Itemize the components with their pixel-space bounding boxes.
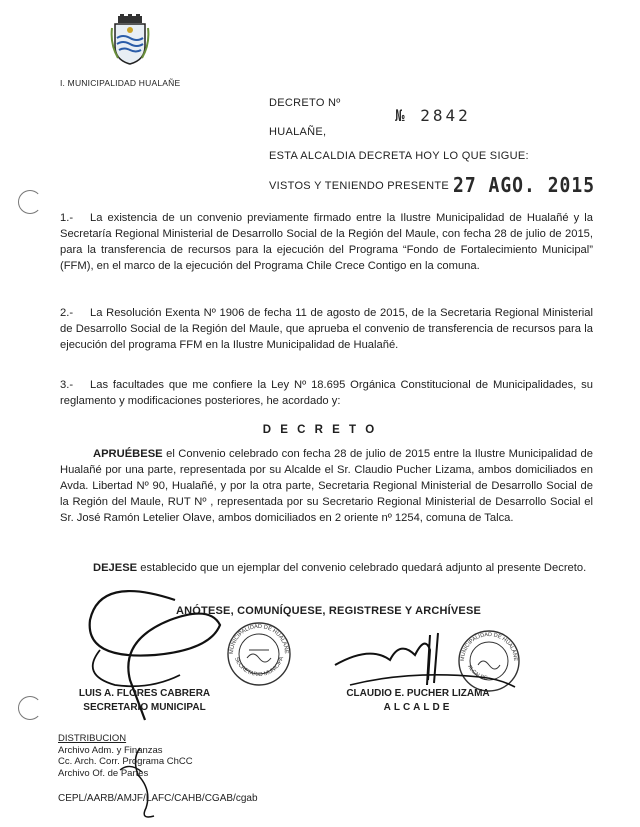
vistos-heading: VISTOS Y TENIENDO PRESENTE	[269, 180, 449, 192]
consideration-text: Las facultades que me confiere la Ley Nº 18.695 Orgánica Constitucional de Municipalidades, su reglamento y modificaciones posteriores, he acordado y:	[60, 379, 593, 407]
consideration-text: La Resolución Exenta Nº 1906 de fecha 11 de agosto de 2015, de la Secretaria Regional Ministerial de Desarrollo Social de la Región del Maule, que aprueba el convenio de transferencia de recursos para la ejecución del programa FFM en la Ilustre Municipalidad de Hualañé.	[60, 307, 593, 351]
binder-hole-top	[18, 190, 42, 214]
signer-name: CLAUDIO E. PUCHER LIZAMA	[346, 688, 490, 699]
seal-bottom-text: ALCALDE	[466, 664, 488, 682]
consideration-number: 1.-	[60, 212, 74, 224]
distribution-block	[58, 733, 193, 779]
distribution-item: Archivo Of. de Partes	[58, 767, 149, 779]
resolution-text: el Convenio celebrado con fecha 28 de julio de 2015 entre la Ilustre Municipalidad de Hualañé por una parte, representada por su Alcalde el Sr. Claudio Pucher Lizama, ambos domiciliados en Avda. Libertad Nº 90, Hualañé, y por la otra parte, Secretaria Regional Ministerial de Desarrollo Social de la Región del Maule, RUT Nº , representada por su Secretario Regional Ministerial de Desarrollo Social el Sr. José Ramón Letelier Olave, ambos domiciliados en 2 oriente nº 1254, comuna de Talca.	[60, 448, 593, 524]
seal-bottom-text: SECRETARIO MUNICIPA	[233, 656, 286, 679]
signer-name: LUIS A. FLORES CABRERA	[78, 688, 211, 699]
resolution-lead: APRUÉBESE	[93, 448, 163, 460]
distribution-item: Archivo Adm. y Finanzas	[58, 744, 163, 756]
resolution-lead: DEJESE	[93, 562, 138, 574]
resolution-text: establecido que un ejemplar del convenio celebrado quedará adjunto al presente Decreto.	[137, 562, 587, 574]
seal-top-text: MUNICIPALIDAD DE HUALAÑE	[459, 631, 519, 662]
intro-heading: ESTA ALCALDIA DECRETA HOY LO QUE SIGUE:	[269, 150, 529, 162]
consideration-number: 3.-	[60, 379, 74, 391]
resolution-approve	[60, 446, 593, 526]
distribution-item: Cc. Arch. Corr. Programa ChCC	[58, 756, 193, 767]
consideration-1	[60, 210, 593, 274]
signer-role: SECRETARIO MUNICIPAL	[83, 702, 206, 713]
signer-role: ALCALDE	[383, 702, 453, 713]
consideration-2	[60, 305, 593, 353]
resolution-attach	[60, 560, 593, 576]
consideration-number: 2.-	[60, 307, 74, 319]
decree-number-stamp: № 2842	[395, 106, 471, 125]
date-stamp: 27 AGO. 2015	[453, 173, 596, 198]
consideration-text: La existencia de un convenio previamente firmado entre la Ilustre Municipalidad de Hualañé y la Secretaría Regional Ministerial de Desarrollo Social de la Región del Maule, con fecha 28 de julio de 2015, para la transferencia de recursos para la ejecución del Programa “Fondo de Fortalecimiento Municipal” (FFM), en el marco de la ejecución del Programa Chile Crece Contigo en la comuna.	[60, 212, 593, 272]
decreto-label: DECRETO Nº	[269, 97, 341, 109]
binder-hole-bottom	[18, 696, 42, 720]
closing-formula: ANÓTESE, COMUNÍQUESE, REGISTRESE Y ARCHÍVESE	[176, 605, 482, 617]
secretario-signature-block	[62, 687, 227, 715]
municipal-crest-logo	[110, 14, 150, 66]
reference-initials: CEPL/AARB/AMJF/LAFC/CAHB/CGAB/cgab	[58, 793, 258, 804]
alcalde-signature-block	[328, 687, 508, 715]
place-label: HUALAÑE,	[269, 126, 327, 138]
municipality-name: I. MUNICIPALIDAD HUALAÑE	[60, 78, 181, 88]
seal-top-text: MUNICIPALIDAD DE HUALAÑE	[228, 623, 290, 655]
decreto-title: D E C R E T O	[262, 424, 378, 436]
consideration-3	[60, 377, 593, 409]
distribution-title: DISTRIBUCION	[58, 733, 127, 744]
